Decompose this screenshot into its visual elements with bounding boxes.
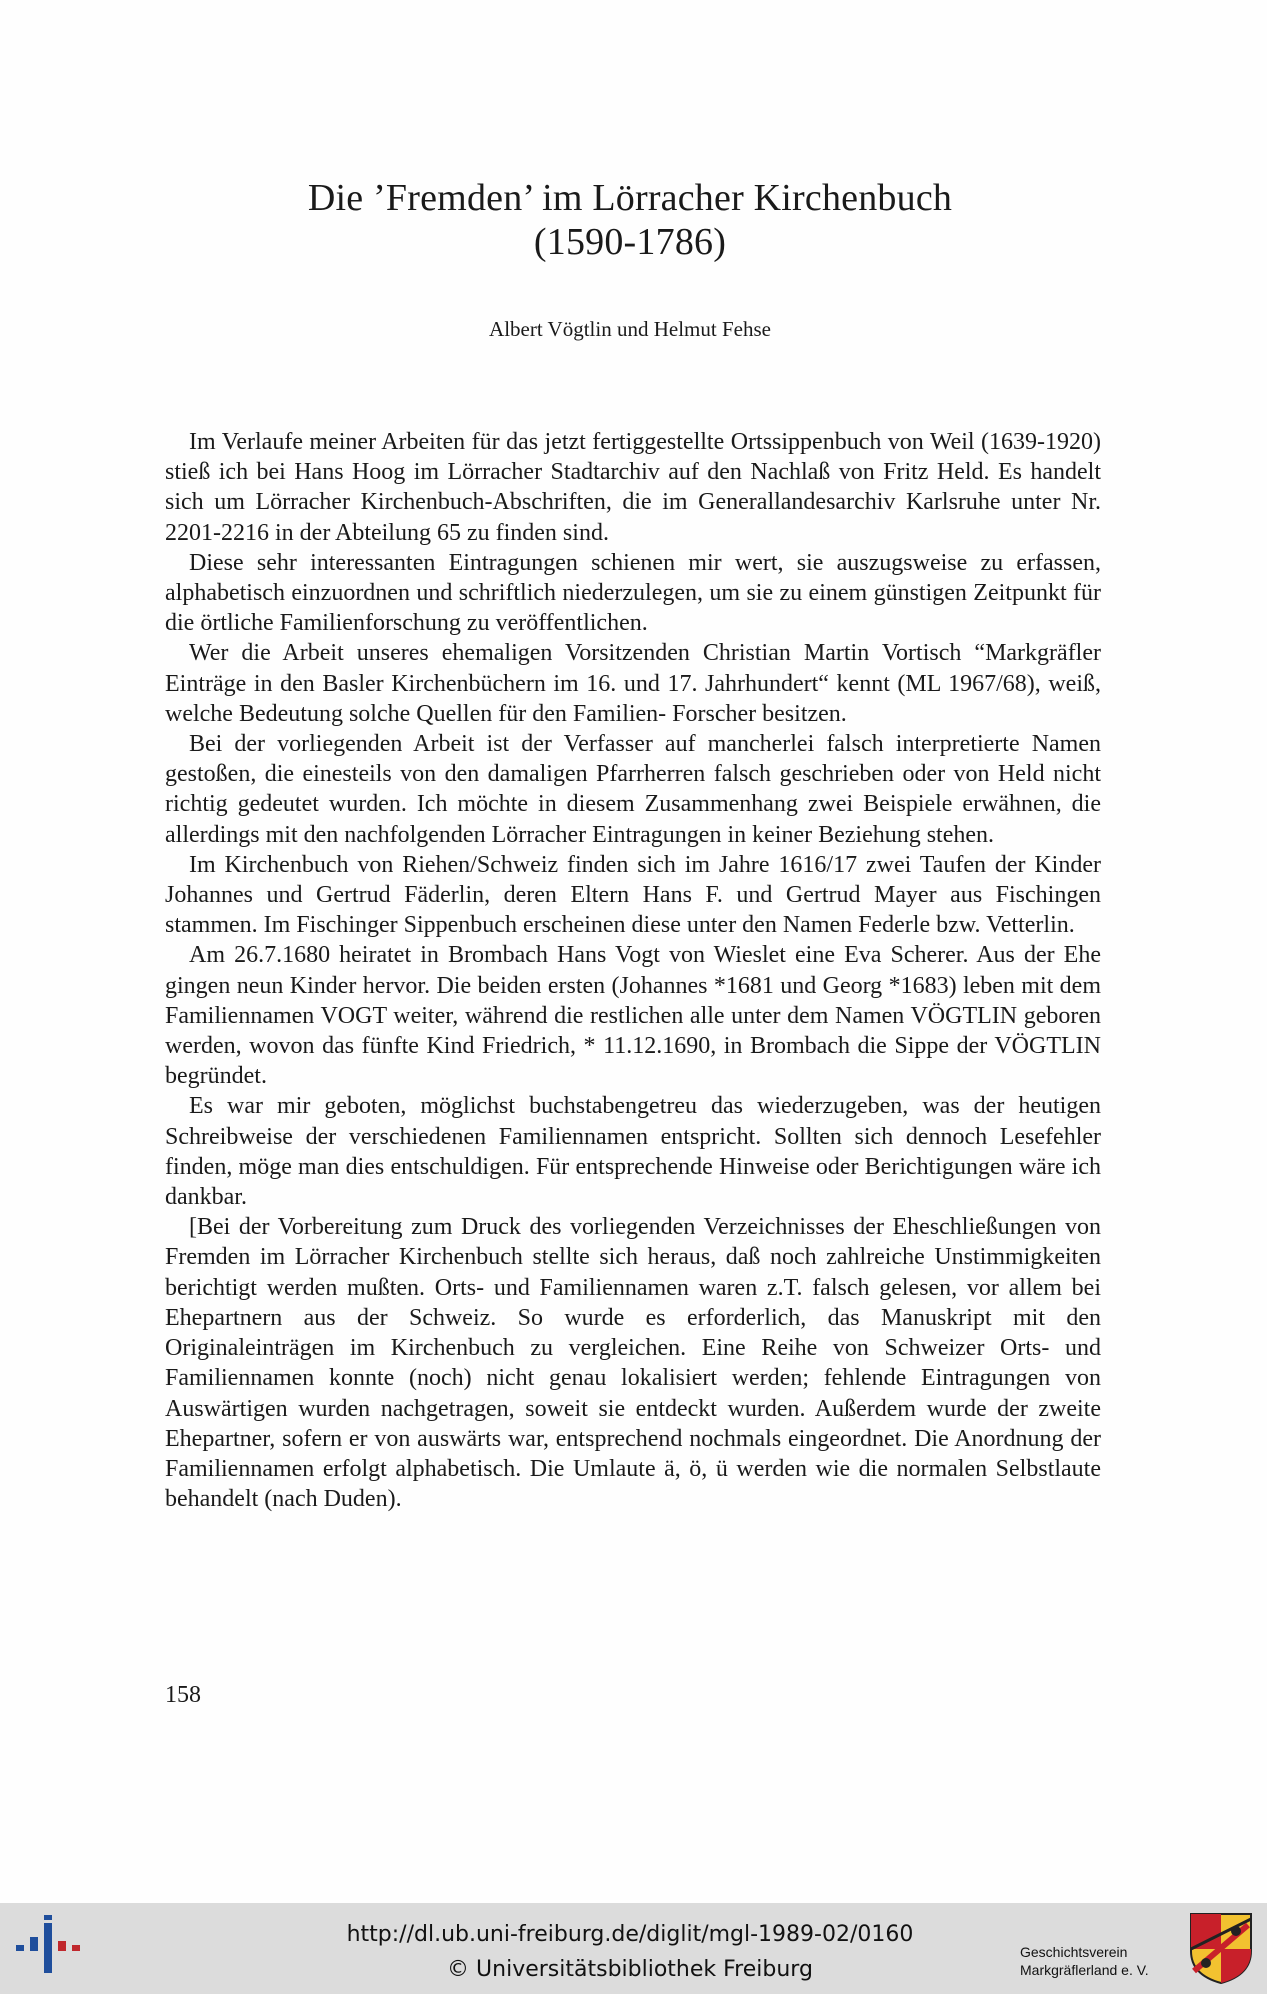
article-body [165, 427, 1101, 1514]
page-number: 158 [165, 1682, 201, 1708]
paragraph: Bei der vorliegenden Arbeit ist der Verfasser auf mancherlei falsch interpretierte Namen gestoßen, die einesteils von den damaligen Pfarrherren falsch geschrieben oder von Held nicht richtig gedeutet wurden. Ich möchte in diesem Zusammenhang zwei Beispiele erwähnen, die allerdings mit den nachfolgenden Lörracher Eintragungen in keiner Beziehung stehen. [165, 731, 1101, 848]
paragraph: Es war mir geboten, möglichst buchstabengetreu das wiederzugeben, was der heutigen Schreibweise der verschiedenen Familiennamen entspricht. Sollten sich dennoch Lesefehler finden, möge man dies entschuldigen. Für entsprechende Hinweise oder Berichtigungen wäre ich dankbar. [165, 1093, 1101, 1211]
paragraph: Im Verlaufe meiner Arbeiten für das jetzt fertiggestellte Ortssippenbuch von Weil (1639-1920) stieß ich bei Hans Hoog im Lörracher Stadtarchiv auf den Nachlaß von Fritz Held. Es handelt sich um Lörracher Kirchenbuch-Abschriften, die im Generallandesarchiv Karlsruhe unter Nr. 2201-2216 in der Abteilung 65 zu finden sind. [165, 429, 1101, 546]
paragraph: Diese sehr interessanten Eintragungen schienen mir wert, sie auszugsweise zu erfassen, alphabetisch einzuordnen und schriftlich niederzulegen, um sie zu einem günstigen Zeitpunkt für die örtliche Familienforschung zu veröffentlichen. [165, 549, 1101, 637]
source-url-link[interactable]: http://dl.ub.uni-freiburg.de/diglit/mgl-1989-02/0160 [346, 1922, 914, 1947]
society-name-line1: Geschichtsverein [1020, 1944, 1128, 1960]
copyright-text: © Universitätsbibliothek Freiburg [447, 1957, 813, 1982]
page-title: Die ’Fremden’ im Lörracher Kirchenbuch [307, 177, 953, 219]
paragraph: [Bei der Vorbereitung zum Druck des vorliegenden Verzeichnisses der Eheschließungen von Fremden im Lörracher Kirchenbuch stellte sich heraus, daß noch zahlreiche Unstimmigkeiten berichtigt werden mußten. Orts- und Familiennamen waren z.T. falsch gelesen, vor allem bei Ehepartnern aus der Schweiz. So wurde es erforderlich, das Manuskript mit den Originaleinträgen im Kirchenbuch zu vergleichen. Eine Reihe von Schweizer Orts- und Familiennamen konnte (noch) nicht genau lokalisiert werden; fehlende Eintragungen von Auswärtigen wurden nachgetragen, soweit sie entdeckt wurden. Außerdem wurde der zweite Ehepartner, sofern er von auswärts war, entsprechend nochmals eingeordnet. Die Anordnung der Familiennamen erfolgt alphabetisch. Die Umlaute ä, ö, ü werden wie die normalen Selbstlaute behandelt (nach Duden). [165, 1214, 1101, 1513]
footer-bar [0, 1903, 1267, 1994]
paragraph: Am 26.7.1680 heiratet in Brombach Hans Vogt von Wieslet eine Eva Scherer. Aus der Ehe gingen neun Kinder hervor. Die beiden ersten (Johannes *1681 und Georg *1683) leben mit dem Familiennamen VOGT weiter, während die restlichen alle unter dem Namen VÖGTLIN geboren werden, wovon das fünfte Kind Friedrich, * 11.12.1690, in Brombach die Sippe der VÖGTLIN begründet. [165, 942, 1101, 1090]
society-name-line2: Markgräflerland e. V. [1020, 1962, 1149, 1978]
authors-line: Albert Vögtlin und Helmut Fehse [489, 317, 771, 341]
paragraph: Im Kirchenbuch von Riehen/Schweiz finden sich im Jahre 1616/17 zwei Taufen der Kinder Johannes und Gertrud Fäderlin, deren Eltern Hans F. und Gertrud Mayer aus Fischingen stammen. Im Fischinger Sippenbuch erscheinen diese unter den Namen Federle bzw. Vetterlin. [165, 851, 1101, 939]
markgraeflerland-crest-icon[interactable] [1188, 1911, 1254, 1985]
paragraph: Wer die Arbeit unseres ehemaligen Vorsitzenden Christian Martin Vortisch “Markgräfler Einträge in den Basler Kirchenbüchern im 16. und 17. Jahrhundert“ kennt (ML 1967/68), weiß, welche Bedeutung solche Quellen für den Familien- Forscher besitzen. [165, 640, 1101, 727]
society-name [1020, 1943, 1149, 1979]
page-title-years: (1590-1786) [533, 221, 727, 263]
